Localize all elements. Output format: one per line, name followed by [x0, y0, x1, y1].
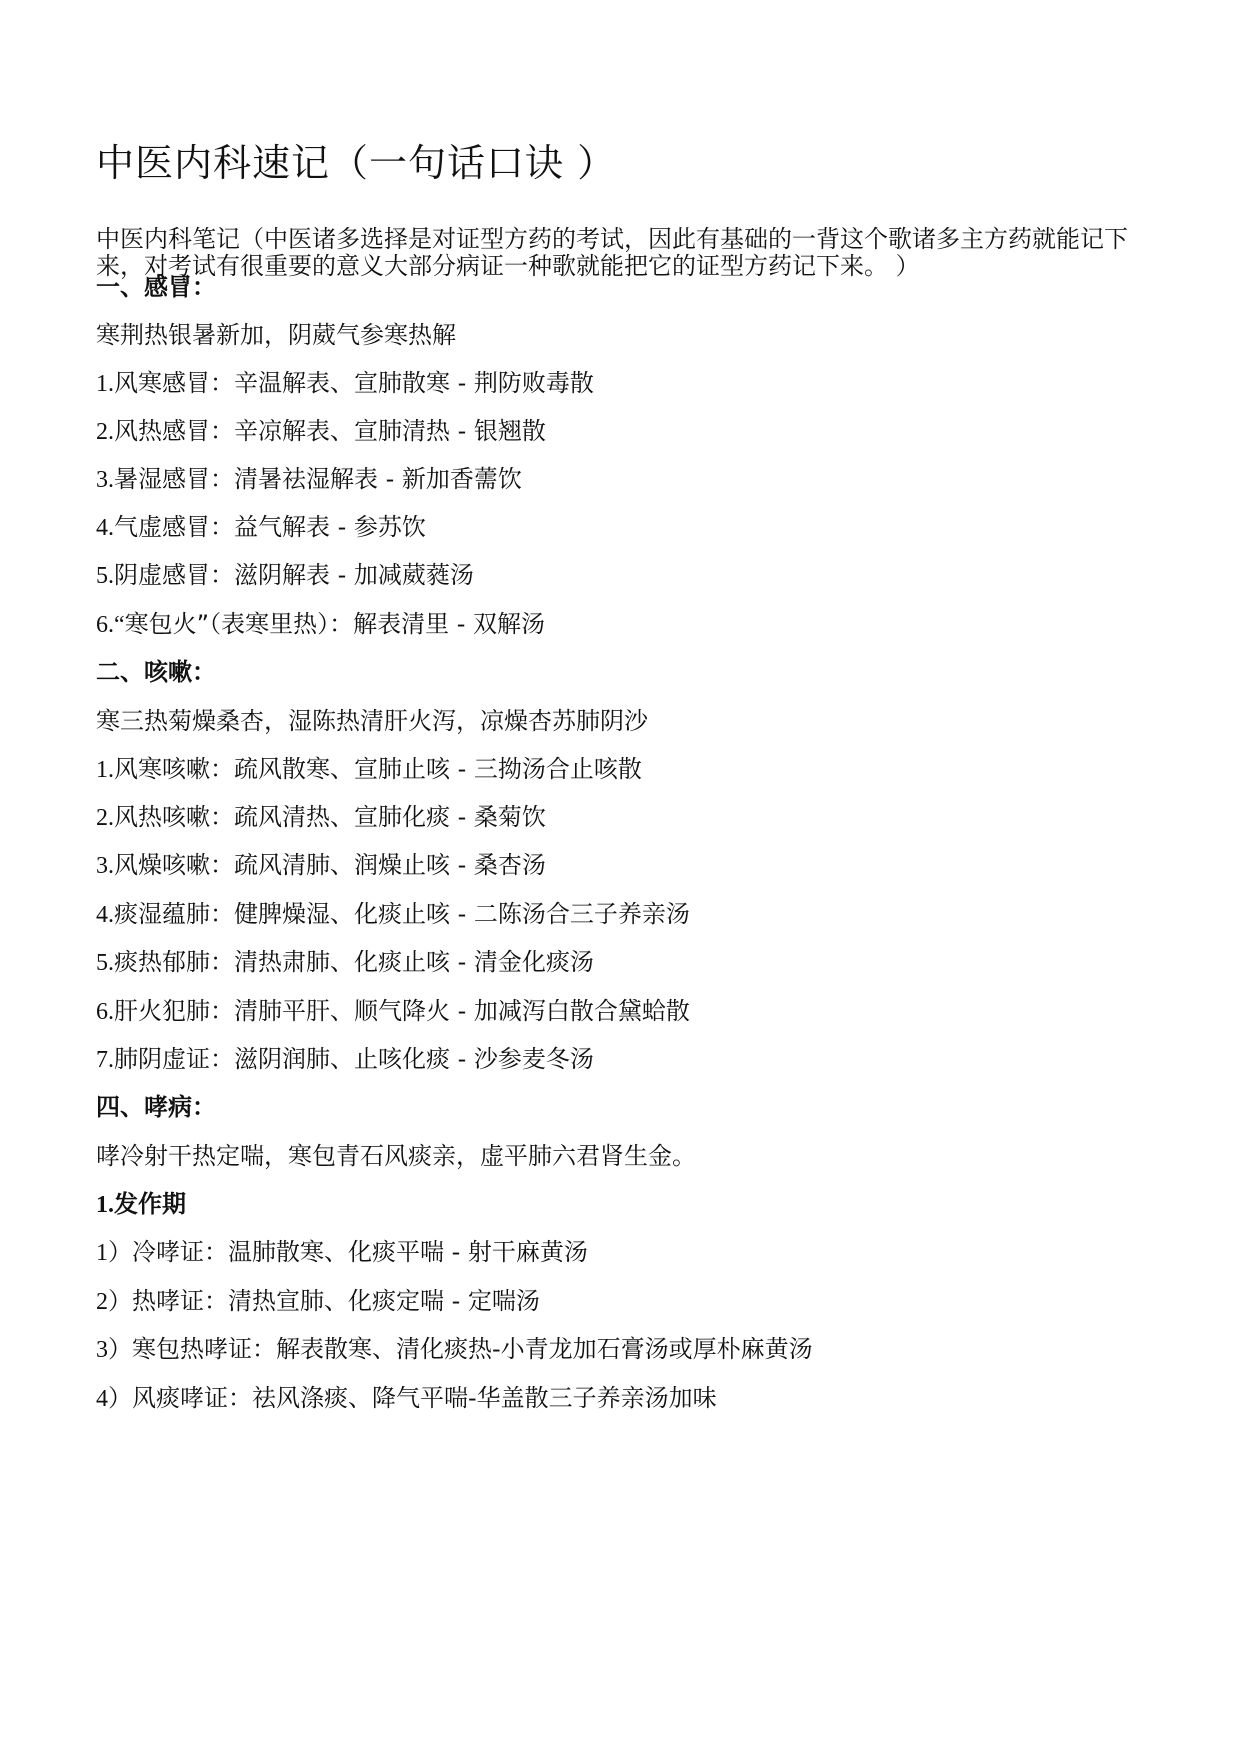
item-number: 2. [96, 805, 114, 831]
section-heading-cough: 二、咳嗽： [96, 658, 216, 686]
mnemonic-cold: 寒荆热银暑新加，阴葳气参寒热解 [96, 321, 456, 349]
list-item [96, 368, 594, 399]
list-item [96, 1286, 540, 1317]
intro-paragraph: 中医内科笔记（中医诸多选择是对证型方药的考试，因此有基础的一背这个歌诸多主方药就能记下来，对考试有很重要的意义大部分病证一种歌就能把它的证型方药记下来。 ） [96, 225, 1128, 280]
item-text: 风热咳嗽：疏风清热、宣肺化痰 - 桑菊饮 [114, 803, 546, 831]
item-number: 7. [96, 1047, 114, 1073]
item-number: 4. [96, 902, 114, 928]
item-text: 肝火犯肺：清肺平肝、顺气降火 - 加减泻白散合黛蛤散 [114, 997, 690, 1025]
list-item [96, 850, 546, 881]
item-text: 风燥咳嗽：疏风清肺、润燥止咳 - 桑杏汤 [114, 851, 546, 879]
item-text: ）冷哮证：温肺散寒、化痰平喘 - 射干麻黄汤 [108, 1238, 588, 1266]
item-text: 风寒咳嗽：疏风散寒、宣肺止咳 - 三拗汤合止咳散 [114, 755, 642, 783]
item-number: 3. [96, 467, 114, 493]
item-text: ）热哮证：清热宣肺、化痰定喘 - 定喘汤 [108, 1287, 540, 1315]
list-item [96, 996, 690, 1027]
item-number: 3. [96, 853, 114, 879]
item-text: ）风痰哮证：祛风涤痰、降气平喘-华盖散三子养亲汤加味 [108, 1384, 717, 1412]
item-number: 6. [96, 999, 114, 1025]
subheading-number: 1. [96, 1192, 114, 1218]
item-text: 风寒感冒：辛温解表、宣肺散寒 - 荆防败毒散 [114, 369, 594, 397]
list-item [96, 512, 426, 543]
subheading-attack-phase [96, 1189, 186, 1220]
list-item [96, 1044, 594, 1075]
mnemonic-cough: 寒三热菊燥桑杏，湿陈热清肝火泻，凉燥杏苏肺阴沙 [96, 707, 648, 735]
item-text: ）寒包热哮证：解表散寒、清化痰热-小青龙加石膏汤或厚朴麻黄汤 [108, 1335, 813, 1363]
list-item [96, 1383, 717, 1414]
list-item [96, 1237, 588, 1268]
item-number: 2 [96, 1289, 108, 1315]
list-item [96, 1334, 813, 1365]
subheading-text: 发作期 [114, 1190, 186, 1218]
item-number: 2. [96, 419, 114, 445]
item-text: 寒包火”（表寒里热）：解表清里 - 双解汤 [124, 610, 546, 638]
item-number: 4. [96, 515, 114, 541]
item-text: 暑湿感冒：清暑祛湿解表 - 新加香薷饮 [114, 465, 522, 493]
item-text: 气虚感冒：益气解表 - 参苏饮 [114, 513, 426, 541]
list-item [96, 754, 642, 785]
section-heading-cold: 一、感冒： [96, 273, 216, 301]
item-number: 1. [96, 371, 114, 397]
list-item [96, 899, 690, 930]
list-item [96, 802, 546, 833]
item-number: 6.“ [96, 612, 125, 638]
mnemonic-asthma: 哮冷射干热定喘，寒包青石风痰亲，虚平肺六君肾生金。 [96, 1142, 696, 1170]
item-number: 1 [96, 1240, 108, 1266]
item-text: 风热感冒：辛凉解表、宣肺清热 - 银翘散 [114, 417, 546, 445]
list-item [96, 416, 546, 447]
item-text: 痰湿蕴肺：健脾燥湿、化痰止咳 - 二陈汤合三子养亲汤 [114, 900, 690, 928]
item-text: 阴虚感冒：滋阴解表 - 加减葳蕤汤 [114, 561, 474, 589]
item-number: 5. [96, 563, 114, 589]
item-number: 5. [96, 950, 114, 976]
item-text: 肺阴虚证：滋阴润肺、止咳化痰 - 沙参麦冬汤 [114, 1045, 594, 1073]
item-number: 4 [96, 1386, 108, 1412]
item-number: 3 [96, 1337, 108, 1363]
page-title: 中医内科速记（一句话口诀 ） [96, 141, 617, 185]
item-text: 痰热郁肺：清热肃肺、化痰止咳 - 清金化痰汤 [114, 948, 594, 976]
list-item [96, 560, 474, 591]
list-item [96, 947, 594, 978]
list-item [96, 609, 545, 640]
item-number: 1. [96, 757, 114, 783]
section-heading-asthma: 四、哮病： [96, 1093, 216, 1121]
list-item [96, 464, 522, 495]
